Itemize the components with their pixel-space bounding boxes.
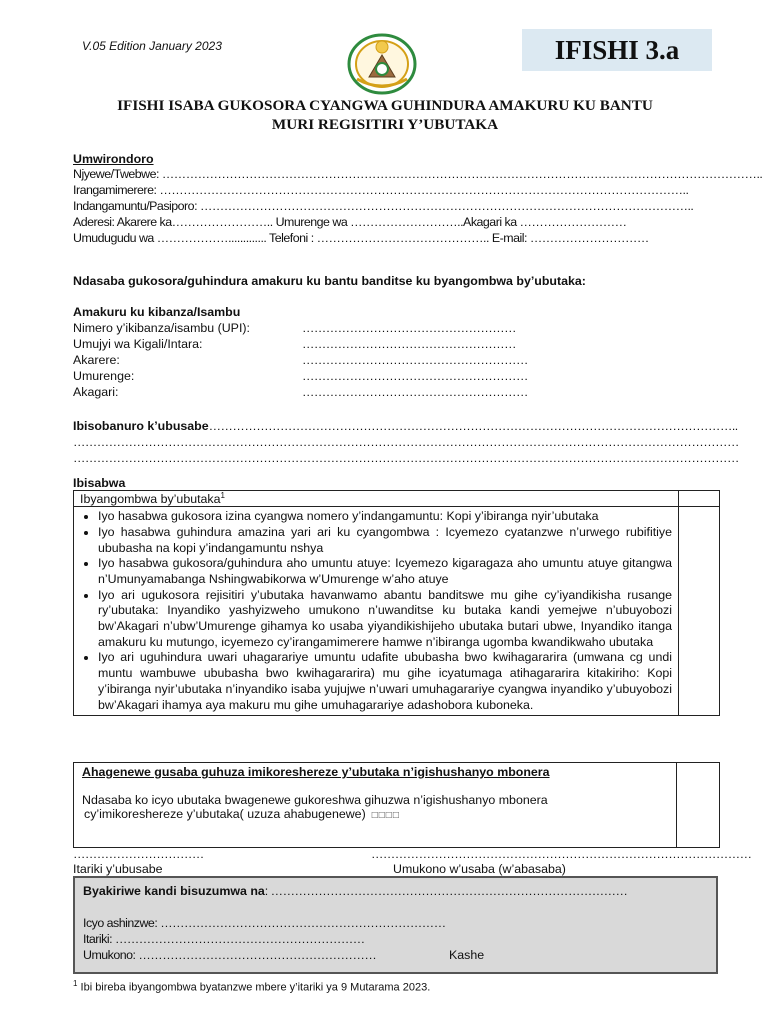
parcel-upi-row[interactable] xyxy=(73,320,516,336)
footnote xyxy=(73,976,430,996)
parcel-sector-input[interactable]: ………………………………………………… xyxy=(302,369,528,383)
parcel-sector-label: Umurenge: xyxy=(73,369,135,383)
parcel-district-input[interactable]: ………………………………………………… xyxy=(302,353,528,367)
edition-label: V.05 Edition January 2023 xyxy=(82,39,222,53)
master-plan-cell xyxy=(74,763,677,848)
explanation-line-3[interactable]: …………………………………………………………………………………………………………………………………………………… xyxy=(73,451,739,465)
master-plan-heading: Ahagenewe gusaba guhuza imikoreshereze y’ubutaka n’igishushanyo mbonera xyxy=(82,765,550,779)
requirements-list-cell xyxy=(74,507,679,716)
parcel-upi-label: Nimero y’ikibanza/isambu (UPI): xyxy=(73,321,250,335)
parcel-province-row[interactable] xyxy=(73,336,516,352)
applicant-heading: Umwirondoro xyxy=(73,152,154,166)
footnote-mark: 1 xyxy=(220,491,225,500)
receipt-role-field[interactable]: Icyo ashinzwe: ……………………………………………………………… xyxy=(83,916,446,930)
signature-input[interactable]: …………………………………………………………………………………… xyxy=(371,847,752,861)
requirements-heading: Ibisabwa xyxy=(73,476,126,490)
parcel-province-input[interactable]: ……………………………………………… xyxy=(302,337,517,351)
list-item: • Iyo ari uguhindura uwari uhagarariye umuntu udafite ububasha bwo kwihagararira (umwana cg undi muntu wambuwe ububasha bwo kwihagararira) mu gihe icyatumaga atihagararira kitakiriho: Kopi y’ibiranga nyir’ubutaka n’inyandiko isaba yujujwe n’uwari umuhagarariye cyangwa inyandiko y’ubuyobozi bw’Akagari ihamya aya makuru mu gihe umuhagarariye adashobora kuboneka. xyxy=(98,650,672,713)
address-field[interactable]: Aderesi: Akarere ka…………………….. Umurenge wa ………………………..Akagari ka ……………………… xyxy=(73,215,627,229)
master-plan-text-2: cy’imikoreshereze y’ubutaka( uzuza ahabugenewe) xyxy=(84,807,366,821)
requirements-header-label: Ibyangombwa by’ubutaka xyxy=(80,492,221,507)
title-line-2: MURI REGISITIRI Y’UBUTAKA xyxy=(271,116,499,133)
master-plan-text-1: Ndasaba ko icyo ubutaka bwagenewe gukoreshwa gihuzwa n’igishushanyo mbonera xyxy=(82,793,548,807)
footnote-number: 1 xyxy=(73,979,78,988)
parcel-district-label: Akarere: xyxy=(73,353,120,367)
explanation-heading: Ibisobanuro k’ubusabe xyxy=(73,419,209,433)
master-plan-row xyxy=(84,807,668,821)
requirements-table-header xyxy=(74,491,679,507)
explanation-line-1[interactable]: …………………………………………………………………………………………………………………….. xyxy=(208,419,738,433)
date-label: Itariki y’ubusabe xyxy=(73,862,163,876)
requirements-table xyxy=(73,490,720,716)
stamp-label: Kashe xyxy=(449,948,485,962)
requirements-checkbox-cell[interactable] xyxy=(679,507,720,716)
parcel-sector-row[interactable] xyxy=(73,368,528,384)
receipt-signature-field[interactable]: Umukono: …………………………………………………… xyxy=(83,948,377,962)
title-line-1: IFISHI ISABA GUKOSORA CYANGWA GUHINDURA AMAKURU KU BANTU xyxy=(117,97,653,114)
footnote-text: Ibi bireba ibyangombwa byatanzwe mbere y’itariki ya 9 Mutarama 2023. xyxy=(80,981,431,994)
parcel-upi-input[interactable]: ……………………………………………… xyxy=(302,321,517,335)
signature-label: Umukono w’usaba (w’abasaba) xyxy=(393,862,566,876)
parcel-cell-row[interactable] xyxy=(73,384,528,400)
receipt-date-field[interactable]: Itariki: ……………………………………………………… xyxy=(83,932,365,946)
receipt-heading: Byakiriwe kandi bisuzumwa na xyxy=(83,884,265,898)
explanation-row[interactable] xyxy=(73,418,738,434)
receipt-heading-row xyxy=(83,883,627,899)
header-checkbox-cell[interactable] xyxy=(679,491,720,507)
parcel-cell-input[interactable]: ………………………………………………… xyxy=(302,385,528,399)
date-input[interactable]: …………………………… xyxy=(73,847,204,861)
marital-status-field[interactable]: Irangamimerere: …………………………………………………………………………………………………………………….. xyxy=(73,183,689,197)
parcel-province-label: Umujyi wa Kigali/Intara: xyxy=(73,337,203,351)
page-title xyxy=(70,96,700,134)
request-statement: Ndasaba gukosora/guhindura amakuru ku bantu banditse ku byangombwa by’ubutaka: xyxy=(73,274,586,288)
list-item: • Iyo ari ugukosora rejisitiri y’ubutaka havanwamo abantu banditswe mu gihe cy’iyandikisha rusange ry’ubutaka: Inyandiko yashyizweho umukono n’uwanditse ku butaka kandi yemejwe n’ubuyobozi bw’Akagari n’ubw’Umurenge gihamya ko usaba yiyandikishijeho ubutaka butari ubwe, Inyandiko itanga amakuru ku mutungo, icyemezo cy’irangamimerere hamwe n’ibiranga ugomba kwandikwaho ubutaka xyxy=(98,588,672,651)
form-number-badge: IFISHI 3.a xyxy=(522,29,712,71)
parcel-heading: Amakuru ku kibanza/Isambu xyxy=(73,305,241,319)
national-emblem-icon xyxy=(347,33,417,95)
receipt-officer-input[interactable]: : ……………………………………………………………………………… xyxy=(264,884,628,898)
list-item: • Iyo hasabwa gukosora izina cyangwa nomero y’indangamuntu: Kopi y’ibiranga nyir’ubutaka xyxy=(98,509,672,525)
master-plan-checkbox-cell[interactable] xyxy=(677,763,720,848)
parcel-cell-label: Akagari: xyxy=(73,385,119,399)
master-plan-table xyxy=(73,762,720,848)
explanation-line-2[interactable]: …………………………………………………………………………………………………………………………………………………… xyxy=(73,435,739,449)
requirements-list xyxy=(80,509,672,713)
land-use-code-boxes[interactable]: □□□□ xyxy=(371,810,400,821)
receipt-box xyxy=(73,876,718,974)
list-item: • Iyo hasabwa guhindura amazina yari ari ku cyangombwa : Icyemezo cyatanzwe n’urwego rubifitiye ububasha na kopi y’indangamuntu nshya xyxy=(98,525,672,556)
applicant-name-field[interactable]: Njyewe/Twebwe: …………………………………………………………………………………………………………………………………….. xyxy=(73,167,763,181)
parcel-district-row[interactable] xyxy=(73,352,528,368)
id-passport-field[interactable]: Indangamuntu/Pasiporo: …………………………………………………………………………………………………………….. xyxy=(73,199,694,213)
contact-field[interactable]: Umudugudu wa ………………............. Telefoni : …………………………………….. E-mail: ………………………… xyxy=(73,231,649,245)
list-item: • Iyo hasabwa gukosora/guhindura aho umuntu atuye: Icyemezo kigaragaza aho umuntu atuye gitangwa n’Umunyamabanga Nshingwabikorwa w’Umurenge w’aho atuye xyxy=(98,556,672,587)
